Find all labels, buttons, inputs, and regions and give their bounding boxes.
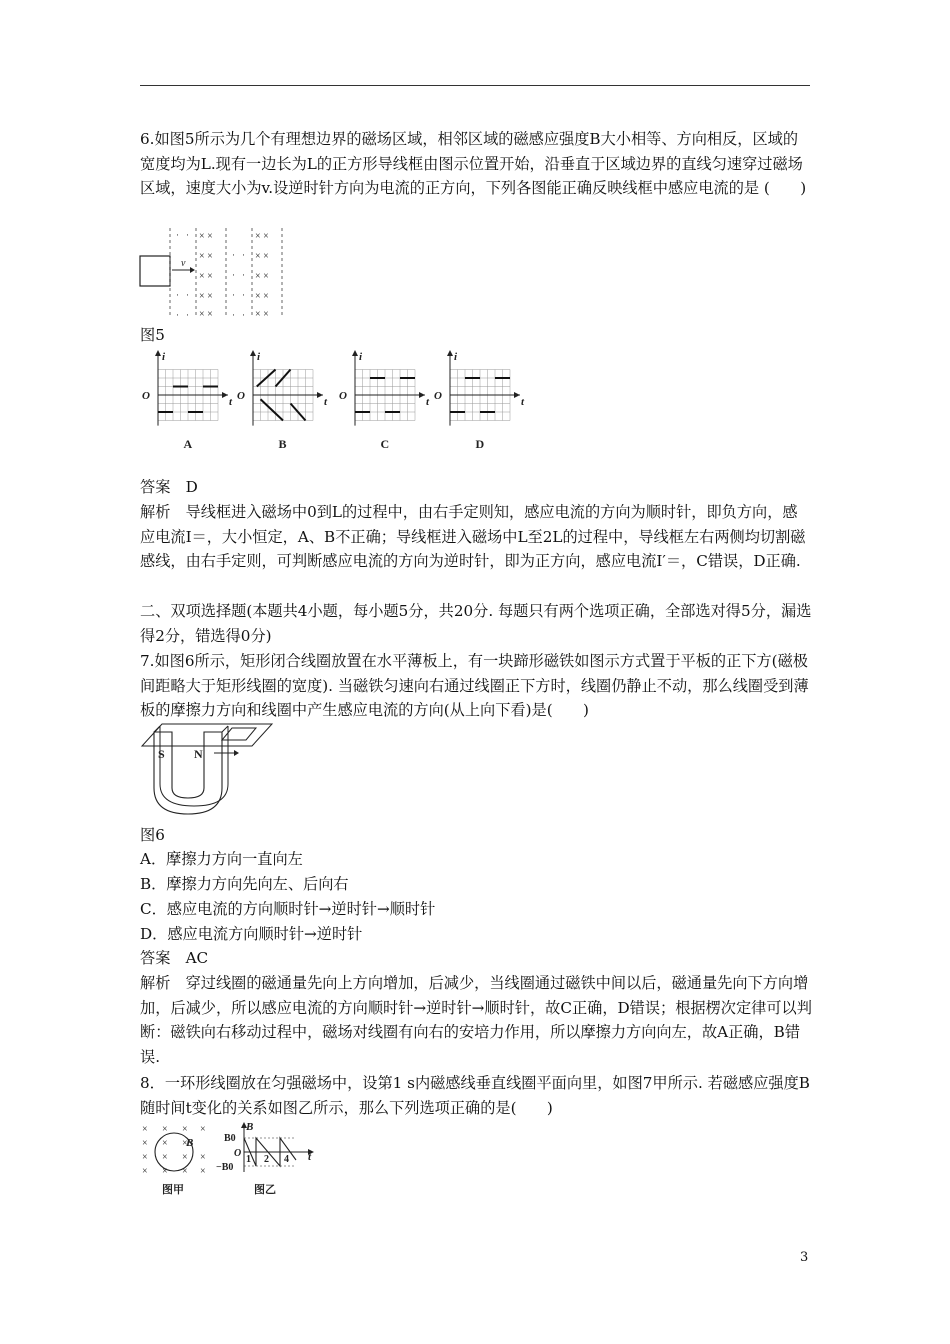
svg-text:×: × — [162, 1138, 168, 1149]
tick-label: 1 — [246, 1154, 251, 1165]
svg-text:·: · — [186, 310, 189, 320]
svg-text:× ×: × × — [255, 231, 269, 242]
q7-analysis: 解析 穿过线圈的磁通量先向上方向增加，后减少，当线圈通过磁铁中间以后，磁通量先向下方向增加，后减少，所以感应电流的方向顺时针→逆时针→顺时针，故C正确，D错误；根据楞次定律可以判断：磁铁向右移动过程中，磁场对线圈有向右的安培力作用，所以摩擦力方向向左，故A正确，B错误. — [140, 974, 812, 1066]
i-axis-arrow — [352, 350, 358, 356]
svg-text:×: × — [200, 1166, 206, 1177]
svg-text:× ×: × × — [255, 309, 269, 320]
option-graph — [233, 350, 328, 451]
svg-text:·: · — [232, 250, 235, 260]
option-label: C — [380, 437, 390, 451]
svg-text:·: · — [242, 270, 245, 280]
origin-label: O — [142, 390, 150, 402]
q6-stem: 6.如图5所示为几个有理想边界的磁场区域，相邻区域的磁感应强度B大小相等、方向相反，区域的宽度均为L.现有一边长为L的正方形导线框由图示位置开始，沿垂直于区域边界的直线匀速穿过磁场区域，速度大小为v.设逆时针方向为电流的正方向，下列各图能正确反映线框中感应电流的是 ( ) — [140, 130, 807, 197]
figure-7-yi-b-t-graph — [216, 1120, 322, 1200]
svg-text:× ×: × × — [199, 251, 213, 262]
i-axis-arrow — [155, 350, 161, 356]
i-axis-arrow — [250, 350, 256, 356]
tick-label: 2 — [264, 1154, 269, 1165]
figure-5-magnetic-regions — [138, 226, 298, 320]
option-graph — [430, 350, 525, 451]
current-trace — [261, 399, 284, 420]
figure-5-caption: 图5 — [140, 326, 165, 344]
i-axis-arrow — [447, 350, 453, 356]
b0-label: B0 — [224, 1133, 236, 1144]
t-axis-label: t — [521, 396, 525, 408]
figure-7-jia-ring-coil — [140, 1120, 215, 1200]
tick-label: 4 — [284, 1154, 289, 1165]
svg-text:·: · — [176, 230, 179, 240]
t-axis-arrow — [317, 392, 323, 398]
svg-text:× ×: × × — [255, 291, 269, 302]
svg-text:×: × — [182, 1152, 188, 1163]
svg-text:×: × — [142, 1138, 148, 1149]
svg-text:·: · — [186, 290, 189, 300]
svg-text:× ×: × × — [255, 271, 269, 282]
svg-text:×: × — [142, 1152, 148, 1163]
origin-label: O — [434, 390, 442, 402]
option-label: A — [183, 437, 193, 451]
q7-option-b: B．摩擦力方向先向左、后向右 — [140, 875, 349, 893]
option-graph — [335, 350, 430, 451]
svg-text:·: · — [176, 310, 179, 320]
t-axis-label: t — [229, 396, 233, 408]
q6-answer: 答案 D — [140, 478, 198, 496]
svg-text:·: · — [232, 290, 235, 300]
axis-t-label: t — [308, 1151, 312, 1163]
magnet-body — [154, 732, 222, 814]
q7-option-d: D．感应电流方向顺时针→逆时针 — [140, 925, 363, 943]
neg-b0-label: −B0 — [216, 1162, 234, 1173]
t-axis-label: t — [324, 396, 328, 408]
q7-option-a: A．摩擦力方向一直向左 — [140, 850, 303, 868]
svg-text:× ×: × × — [199, 231, 213, 242]
t-axis-label: t — [426, 396, 430, 408]
svg-text:·: · — [242, 250, 245, 260]
thin-plate — [142, 724, 272, 746]
option-label: D — [475, 437, 485, 451]
q6-analysis: 解析 导线框进入磁场中0到L的过程中，由右手定则知，感应电流的方向为顺时针，即负方向，感应电流I＝，大小恒定，A、B不正确；导线框进入磁场中L至2L的过程中，导线框左右两侧均切割磁感线，由右手定则，可判断感应电流的方向为逆时针，即为正方向，感应电流I′＝，C错误，D正确. — [140, 503, 806, 570]
square-loop — [140, 256, 170, 286]
q8-stem: 8．一环形线圈放在匀强磁场中，设第1 s内磁感线垂直线圈平面向里，如图7甲所示. 若磁感应强度B随时间t变化的关系如图乙所示，那么下列选项正确的是( ) — [140, 1074, 810, 1117]
svg-text:×: × — [182, 1166, 188, 1177]
svg-text:·: · — [242, 290, 245, 300]
svg-text:×: × — [142, 1124, 148, 1135]
svg-text:·: · — [232, 270, 235, 280]
origin-label: O — [339, 390, 347, 402]
svg-text:·: · — [232, 310, 235, 320]
axis-b-label: B — [246, 1121, 254, 1133]
t-axis-arrow — [419, 392, 425, 398]
section2-intro: 二、双项选择题(本题共4小题，每小题5分，共20分. 每题只有两个选项正确，全部选对得5分，漏选得2分，错选得0分) — [140, 602, 812, 645]
svg-text:×: × — [200, 1124, 206, 1135]
t-axis-arrow — [514, 392, 520, 398]
t-axis-arrow — [222, 392, 228, 398]
page-number: 3 — [800, 1250, 809, 1265]
svg-text:×: × — [142, 1166, 148, 1177]
velocity-label: v — [181, 258, 186, 269]
rectangular-coil — [222, 728, 256, 740]
svg-text:·: · — [186, 230, 189, 240]
svg-text:×: × — [182, 1124, 188, 1135]
option-label: B — [278, 437, 287, 451]
i-axis-label: i — [359, 351, 363, 363]
fig-yi-caption: 图乙 — [254, 1184, 276, 1196]
svg-text:·: · — [242, 310, 245, 320]
origin-label: O — [237, 390, 245, 402]
i-axis-label: i — [162, 351, 166, 363]
svg-text:×: × — [200, 1152, 206, 1163]
svg-text:×: × — [162, 1124, 168, 1135]
q7-option-c: C．感应电流的方向顺时针→逆时针→顺时针 — [140, 900, 436, 918]
q7-stem: 7.如图6所示，矩形闭合线圈放置在水平薄板上，有一块蹄形磁铁如图示方式置于平板的正下方(磁极间距略大于矩形线圈的宽度). 当磁铁匀速向右通过线圈正下方时，线圈仍静止不动，那么线圈受到薄板的摩擦力方向和线圈中产生感应电流的方向(从上向下看)是( ) — [140, 652, 809, 719]
header-rule — [140, 85, 810, 86]
figure-6-caption: 图6 — [140, 826, 165, 844]
i-axis-label: i — [454, 351, 458, 363]
fig-jia-caption: 图甲 — [162, 1184, 184, 1196]
magnet-n-label: N — [194, 747, 203, 761]
svg-text:× ×: × × — [199, 309, 213, 320]
svg-text:× ×: × × — [199, 271, 213, 282]
svg-text:·: · — [176, 290, 179, 300]
svg-text:×: × — [182, 1138, 188, 1149]
svg-text:× ×: × × — [199, 291, 213, 302]
option-graph — [138, 350, 233, 451]
q7-answer: 答案 AC — [140, 949, 209, 967]
figure-6-horseshoe-magnet — [140, 722, 280, 818]
b-field-label: B — [186, 1137, 194, 1149]
svg-text:×: × — [162, 1166, 168, 1177]
svg-text:× ×: × × — [255, 251, 269, 262]
origin-label: O — [234, 1148, 242, 1159]
magnet-s-label: S — [158, 747, 165, 761]
svg-text:×: × — [162, 1152, 168, 1163]
i-axis-label: i — [257, 351, 261, 363]
